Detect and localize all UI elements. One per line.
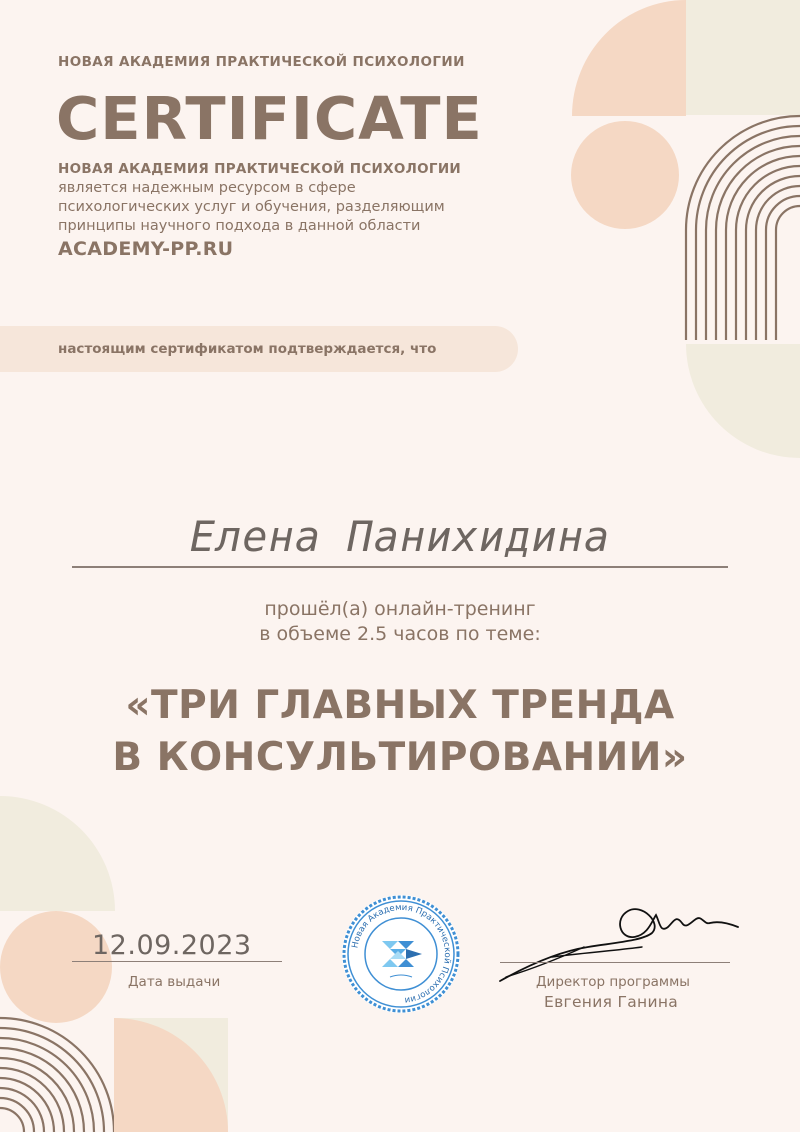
recipient-name: Елена Панихидина [189, 512, 611, 561]
director-signature [492, 893, 742, 985]
seal-text: Новая Академия Практической Психологии [350, 902, 453, 1005]
completion-line: в объеме 2.5 часов по теме: [259, 623, 541, 645]
issue-date-label: Дата выдачи [128, 974, 221, 990]
website-link[interactable]: ACADEMY-PP.RU [58, 238, 234, 260]
description-line: психологических услуг и обучения, разделяющим [58, 199, 445, 215]
topic-line: «ТРИ ГЛАВНЫХ ТРЕНДА [125, 683, 675, 728]
confirmation-text: настоящим сертификатом подтверждается, что [58, 341, 437, 357]
organization-name: НОВАЯ АКАДЕМИЯ ПРАКТИЧЕСКОЙ ПСИХОЛОГИИ [58, 54, 465, 70]
description-org-name: НОВАЯ АКАДЕМИЯ ПРАКТИЧЕСКОЙ ПСИХОЛОГИИ [58, 161, 462, 177]
peach-quarter-circle-top [572, 0, 686, 116]
academy-seal [340, 893, 462, 1015]
peach-circle-bottom-left [0, 911, 112, 1023]
completion-statement [0, 597, 800, 647]
cream-square-top-right [686, 0, 800, 115]
cream-quarter-circle-bottom-left [0, 796, 115, 911]
date-underline [72, 961, 282, 962]
cream-quarter-circle-right [686, 344, 800, 458]
description-line: является надежным ресурсом в сфере [58, 180, 356, 196]
director-name: Евгения Ганина [544, 993, 679, 1011]
organization-description [58, 160, 498, 236]
director-title: Директор программы [536, 974, 690, 990]
description-line: принципы научного подхода в данной области [58, 218, 421, 234]
training-topic [0, 680, 800, 784]
peach-circle-right [571, 121, 679, 229]
concentric-arcs-right [686, 116, 800, 340]
completion-line: прошёл(а) онлайн-тренинг [264, 598, 536, 620]
certificate-title: CERTIFICATE [56, 84, 483, 153]
topic-line: В КОНСУЛЬТИРОВАНИИ» [112, 735, 688, 780]
issue-date: 12.09.2023 [92, 930, 252, 961]
signature-stroke [500, 909, 738, 981]
recipient-underline [72, 566, 728, 568]
signature-line [500, 962, 730, 963]
concentric-arcs-bottom-left [0, 1018, 114, 1132]
